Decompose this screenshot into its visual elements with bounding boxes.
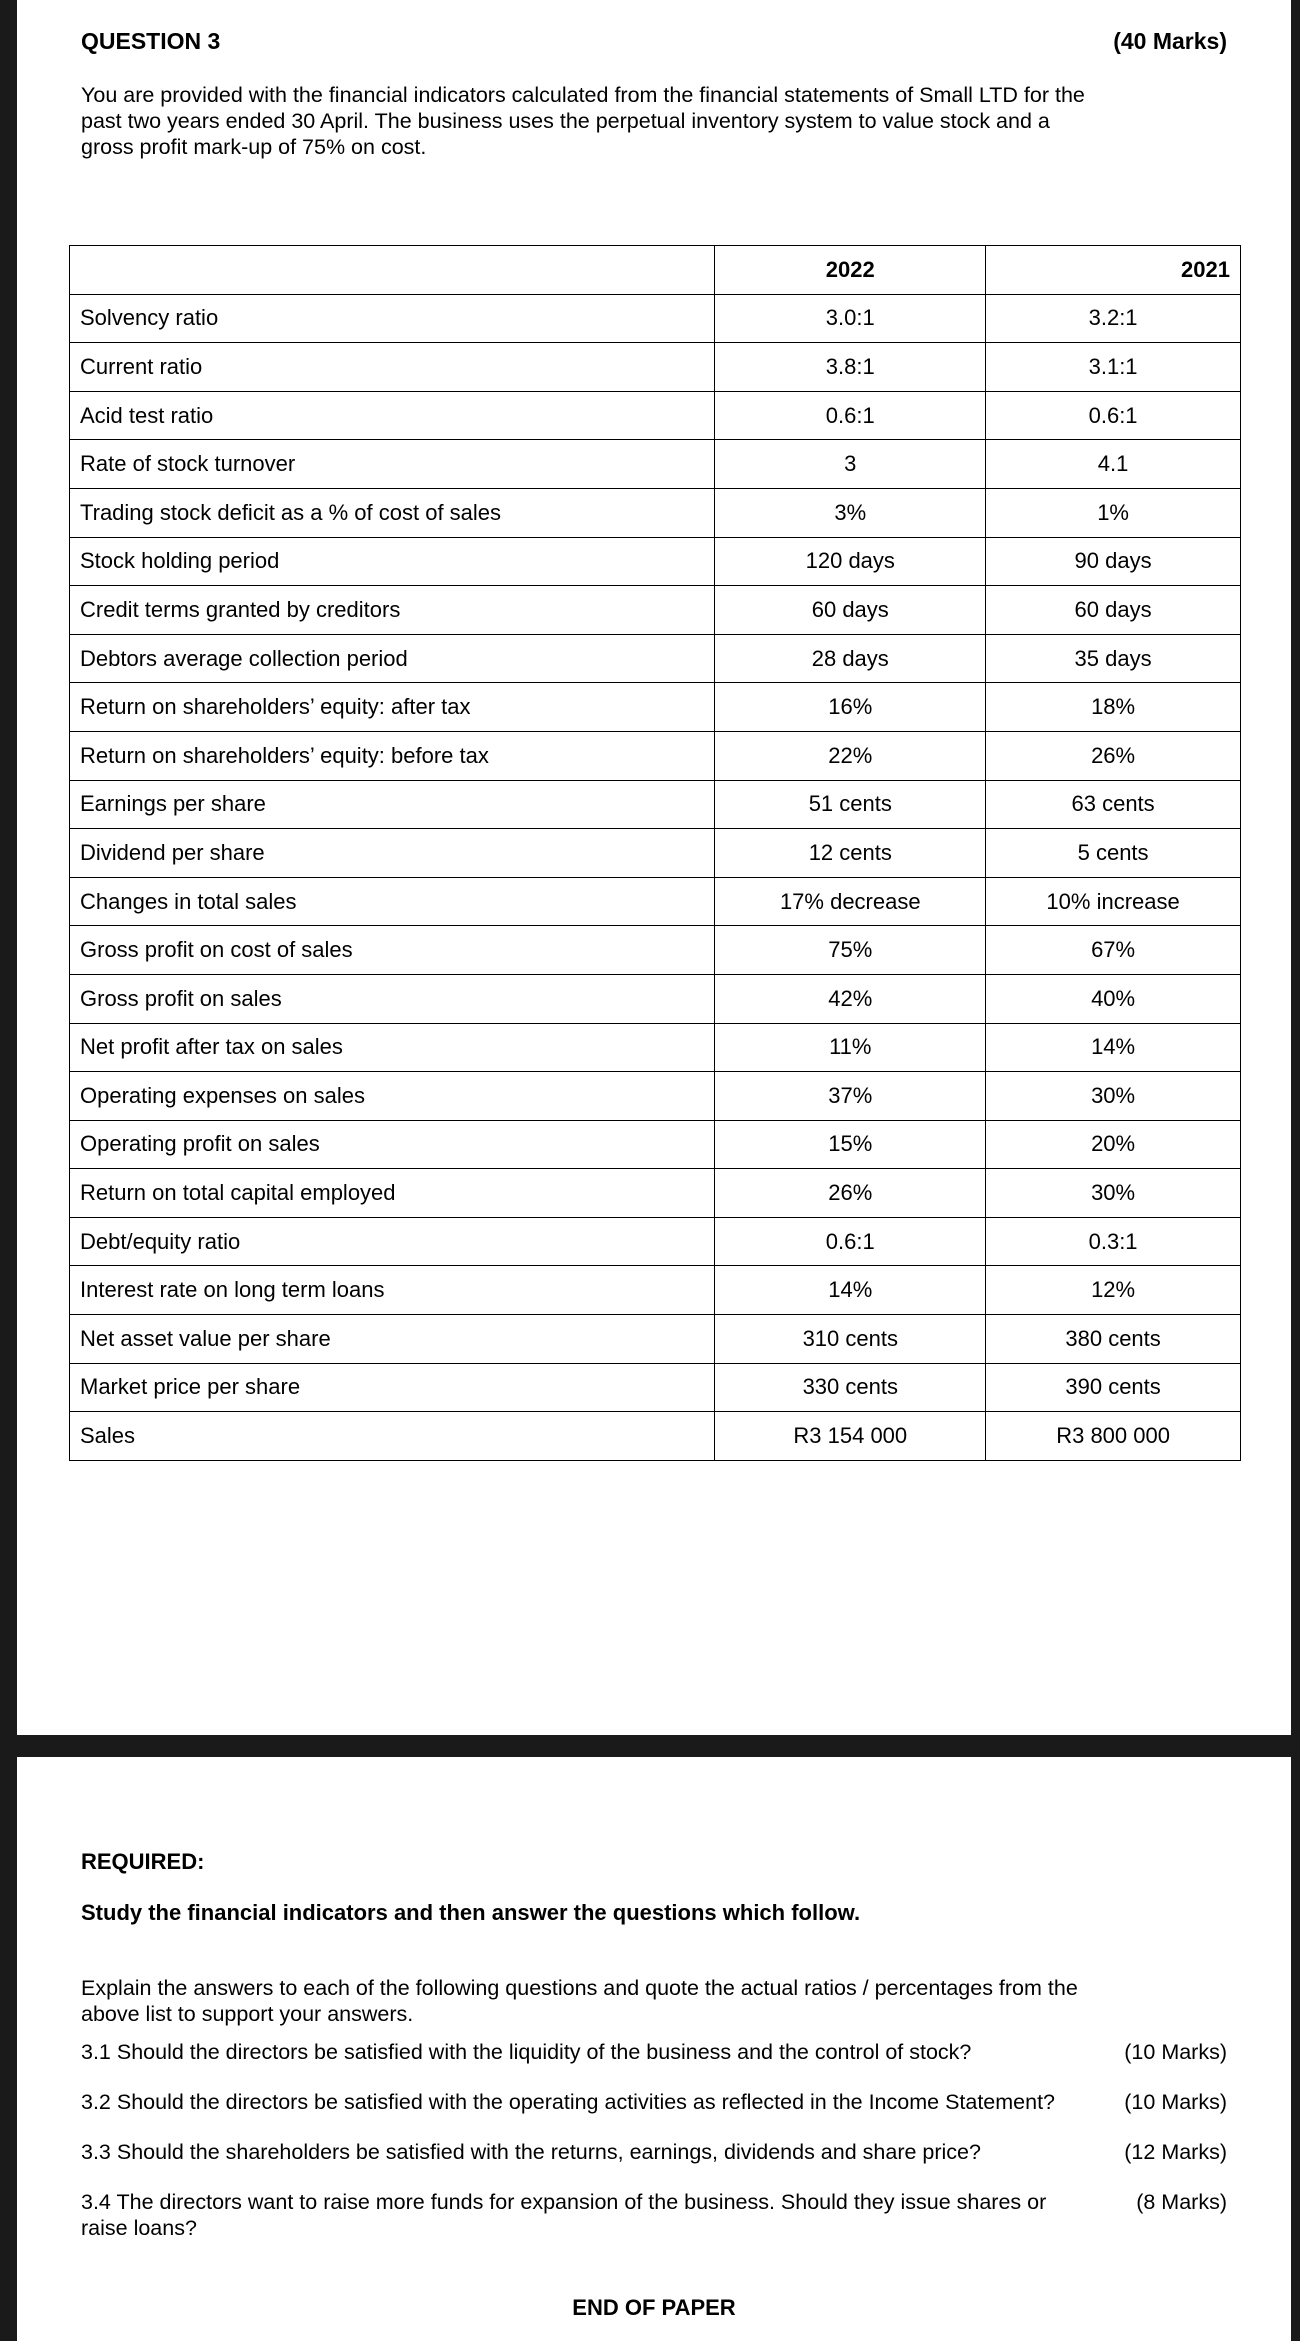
value-2021: 20%	[986, 1120, 1241, 1169]
question-item-marks: (12 Marks)	[1124, 2140, 1227, 2164]
value-2022: 0.6:1	[715, 391, 986, 440]
table-row	[70, 391, 1241, 440]
table-header-row	[70, 246, 1241, 295]
indicator-label: Return on shareholders’ equity: after tax	[70, 683, 715, 732]
value-2022: 15%	[715, 1120, 986, 1169]
table-row	[70, 683, 1241, 732]
value-2021: 390 cents	[986, 1363, 1241, 1412]
value-2022: 310 cents	[715, 1315, 986, 1364]
indicator-label: Dividend per share	[70, 829, 715, 878]
table-row	[70, 343, 1241, 392]
table-row	[70, 731, 1241, 780]
financial-indicators-table	[69, 245, 1241, 1461]
value-2021: 67%	[986, 926, 1241, 975]
question-item-text: 3.2 Should the directors be satisfied with the operating activities as reflected in the Income Statement?	[81, 2090, 1056, 2114]
value-2022: 22%	[715, 731, 986, 780]
indicator-label: Current ratio	[70, 343, 715, 392]
value-2022: 330 cents	[715, 1363, 986, 1412]
question-intro: You are provided with the financial indicators calculated from the financial statements of Small LTD for the past two years ended 30 April. The business uses the perpetual inventory system to value stock and a gross profit mark-up of 75% on cost.	[81, 83, 1085, 159]
required-instruction: Study the financial indicators and then answer the questions which follow.	[81, 1900, 861, 1925]
value-2021: 0.6:1	[986, 391, 1241, 440]
question-item-3-2	[81, 2089, 1227, 2115]
value-2021: 26%	[986, 731, 1241, 780]
table-row	[70, 440, 1241, 489]
question-marks: (40 Marks)	[1113, 28, 1227, 54]
table-row	[70, 488, 1241, 537]
indicator-label: Acid test ratio	[70, 391, 715, 440]
indicator-label: Changes in total sales	[70, 877, 715, 926]
value-2021: 30%	[986, 1072, 1241, 1121]
required-explanation: Explain the answers to each of the following questions and quote the actual ratios / percentages from the above list to support your answers.	[81, 1976, 1078, 2026]
indicator-label: Gross profit on sales	[70, 974, 715, 1023]
value-2022: 3.8:1	[715, 343, 986, 392]
value-2022: 12 cents	[715, 829, 986, 878]
required-heading: REQUIRED:	[81, 1849, 205, 1874]
value-2021: 380 cents	[986, 1315, 1241, 1364]
table-row	[70, 1023, 1241, 1072]
value-2022: 60 days	[715, 586, 986, 635]
table-row	[70, 780, 1241, 829]
value-2022: 0.6:1	[715, 1217, 986, 1266]
value-2021: 5 cents	[986, 829, 1241, 878]
indicator-label: Earnings per share	[70, 780, 715, 829]
table-row	[70, 877, 1241, 926]
indicator-label: Sales	[70, 1412, 715, 1461]
page-two	[17, 1757, 1291, 2341]
value-2021: 12%	[986, 1266, 1241, 1315]
table-row	[70, 1266, 1241, 1315]
value-2022: 120 days	[715, 537, 986, 586]
header-2021: 2021	[986, 246, 1241, 295]
value-2022: 51 cents	[715, 780, 986, 829]
indicator-label: Net asset value per share	[70, 1315, 715, 1364]
end-of-paper: END OF PAPER	[572, 2295, 736, 2320]
question-header	[81, 28, 1227, 55]
value-2022: 16%	[715, 683, 986, 732]
indicator-label: Operating profit on sales	[70, 1120, 715, 1169]
question-item-3-3	[81, 2139, 1227, 2165]
value-2021: 30%	[986, 1169, 1241, 1218]
indicator-label: Credit terms granted by creditors	[70, 586, 715, 635]
value-2022: 3	[715, 440, 986, 489]
value-2021: 60 days	[986, 586, 1241, 635]
table-row	[70, 634, 1241, 683]
value-2022: R3 154 000	[715, 1412, 986, 1461]
question-item-3-4	[81, 2189, 1227, 2241]
value-2022: 42%	[715, 974, 986, 1023]
value-2021: 40%	[986, 974, 1241, 1023]
indicator-label: Interest rate on long term loans	[70, 1266, 715, 1315]
value-2022: 3%	[715, 488, 986, 537]
header-2022: 2022	[715, 246, 986, 295]
value-2021: 35 days	[986, 634, 1241, 683]
value-2022: 11%	[715, 1023, 986, 1072]
indicator-label: Net profit after tax on sales	[70, 1023, 715, 1072]
value-2022: 26%	[715, 1169, 986, 1218]
table-row	[70, 829, 1241, 878]
indicator-label: Rate of stock turnover	[70, 440, 715, 489]
indicator-label: Trading stock deficit as a % of cost of sales	[70, 488, 715, 537]
value-2022: 14%	[715, 1266, 986, 1315]
value-2021: 3.2:1	[986, 294, 1241, 343]
value-2021: 0.3:1	[986, 1217, 1241, 1266]
indicator-label: Market price per share	[70, 1363, 715, 1412]
indicator-label: Return on total capital employed	[70, 1169, 715, 1218]
indicator-label: Return on shareholders’ equity: before tax	[70, 731, 715, 780]
table-row	[70, 1315, 1241, 1364]
question-item-marks: (10 Marks)	[1124, 2040, 1227, 2064]
value-2021: R3 800 000	[986, 1412, 1241, 1461]
table-row	[70, 926, 1241, 975]
question-item-marks: (8 Marks)	[1136, 2190, 1227, 2214]
table-row	[70, 974, 1241, 1023]
question-item-marks: (10 Marks)	[1124, 2090, 1227, 2114]
indicator-label: Operating expenses on sales	[70, 1072, 715, 1121]
value-2021: 14%	[986, 1023, 1241, 1072]
value-2021: 63 cents	[986, 780, 1241, 829]
table-row	[70, 1363, 1241, 1412]
table-row	[70, 1120, 1241, 1169]
value-2021: 3.1:1	[986, 343, 1241, 392]
question-title: QUESTION 3	[81, 28, 221, 54]
value-2022: 17% decrease	[715, 877, 986, 926]
value-2022: 3.0:1	[715, 294, 986, 343]
value-2021: 10% increase	[986, 877, 1241, 926]
indicator-label: Debtors average collection period	[70, 634, 715, 683]
indicator-label: Debt/equity ratio	[70, 1217, 715, 1266]
table-row	[70, 1169, 1241, 1218]
indicator-label: Gross profit on cost of sales	[70, 926, 715, 975]
question-item-text: 3.4 The directors want to raise more funds for expansion of the business. Should they issue shares or raise loans?	[81, 2190, 1047, 2240]
value-2022: 28 days	[715, 634, 986, 683]
question-item-text: 3.3 Should the shareholders be satisfied with the returns, earnings, dividends and share price?	[81, 2140, 981, 2164]
page-one	[17, 0, 1291, 1735]
value-2021: 4.1	[986, 440, 1241, 489]
header-blank	[70, 246, 715, 295]
question-item-3-1	[81, 2039, 1227, 2065]
indicator-label: Stock holding period	[70, 537, 715, 586]
value-2022: 37%	[715, 1072, 986, 1121]
table-row	[70, 586, 1241, 635]
value-2021: 1%	[986, 488, 1241, 537]
value-2022: 75%	[715, 926, 986, 975]
value-2021: 18%	[986, 683, 1241, 732]
table-row	[70, 1072, 1241, 1121]
table-row	[70, 537, 1241, 586]
table-row	[70, 1217, 1241, 1266]
value-2021: 90 days	[986, 537, 1241, 586]
indicator-label: Solvency ratio	[70, 294, 715, 343]
table-row	[70, 1412, 1241, 1461]
question-item-text: 3.1 Should the directors be satisfied with the liquidity of the business and the control of stock?	[81, 2040, 972, 2064]
table-row	[70, 294, 1241, 343]
